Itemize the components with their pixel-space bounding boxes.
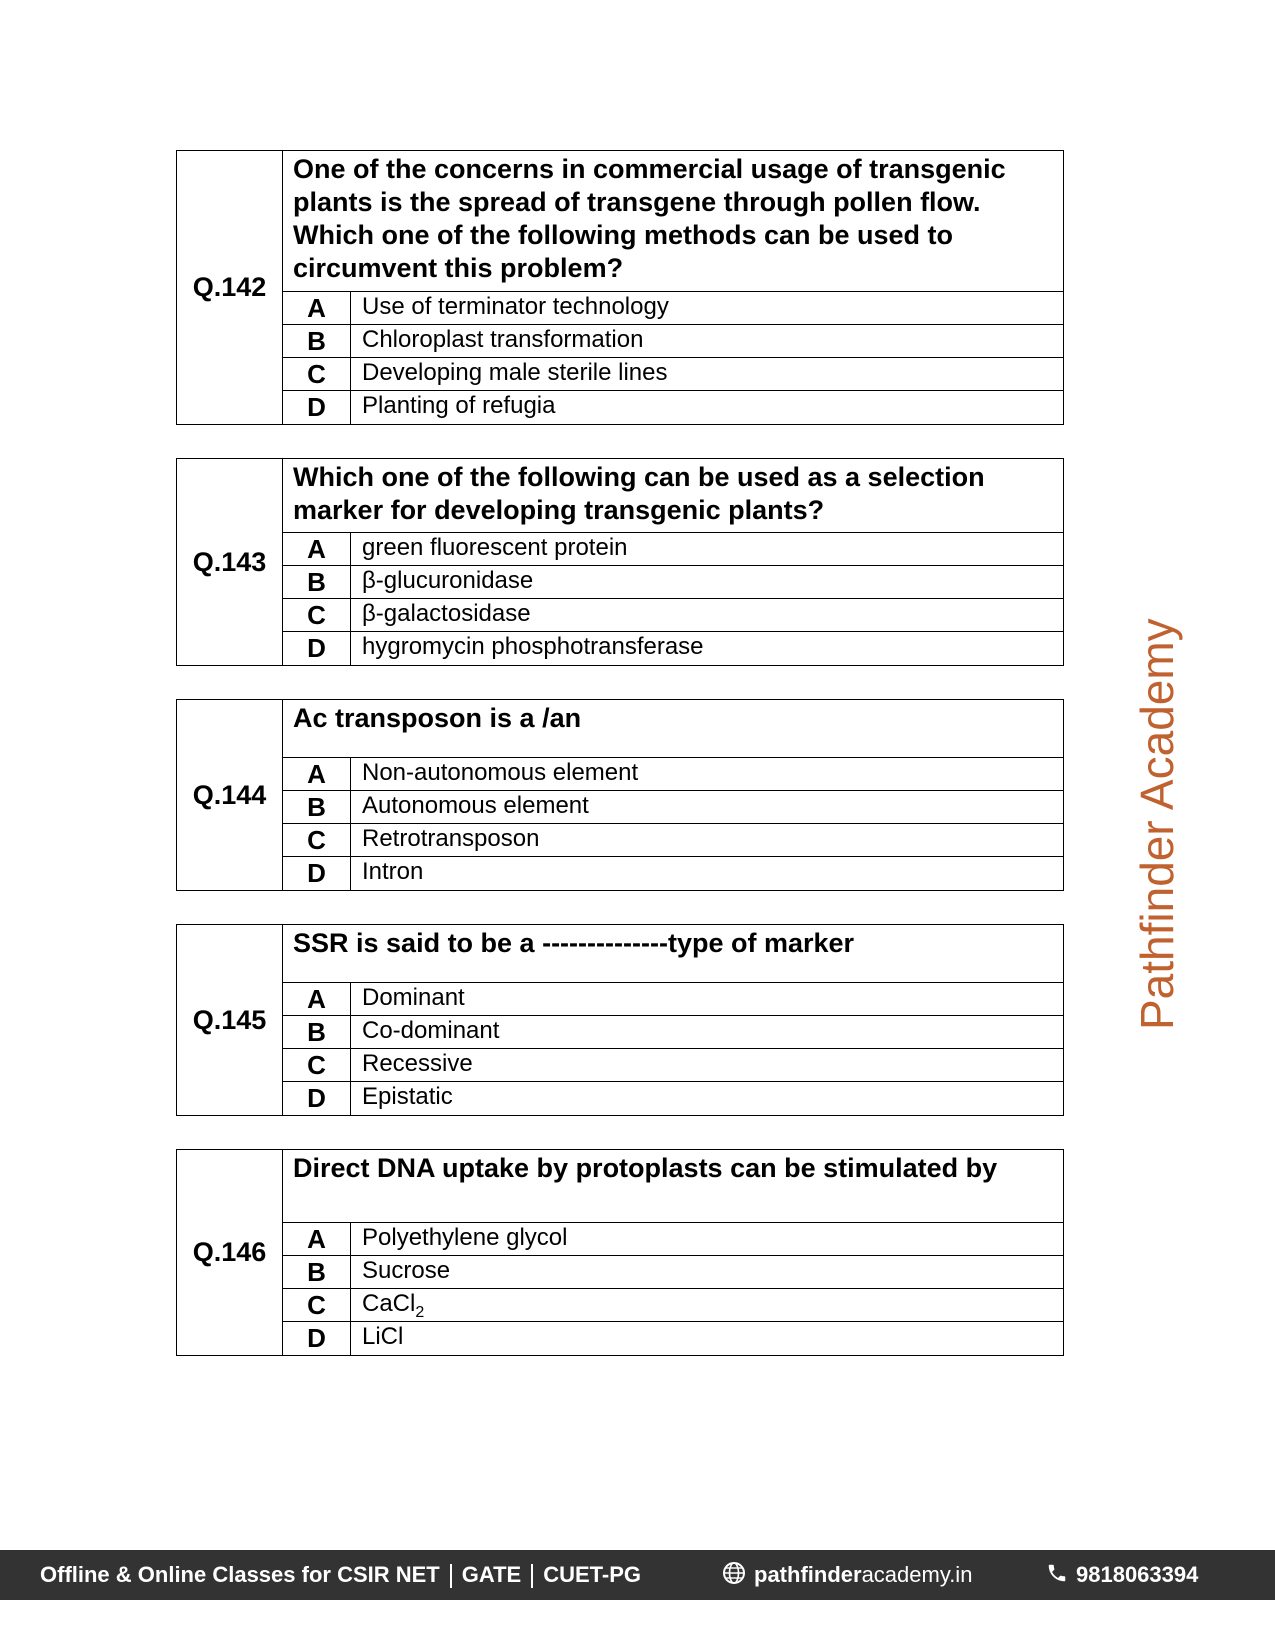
- option-letter: D: [283, 632, 351, 665]
- phone-icon: [1046, 1562, 1068, 1590]
- option-text: Co-dominant: [362, 1017, 500, 1044]
- option-text: Recessive: [362, 1050, 473, 1077]
- option-letter: D: [283, 857, 351, 890]
- footer-tagline: [40, 1562, 641, 1588]
- option-row: [283, 1256, 1063, 1289]
- phone-number: 9818063394: [1076, 1562, 1199, 1587]
- option-row: [283, 1289, 1063, 1322]
- option-row: [283, 791, 1063, 824]
- question-block: [176, 1149, 1064, 1356]
- option-text: hygromycin phosphotransferase: [362, 633, 704, 660]
- option-letter: A: [283, 292, 351, 324]
- question-number: Q.143: [177, 459, 283, 665]
- option-letter: D: [283, 391, 351, 424]
- footer-tagline-csir: Offline & Online Classes for CSIR NET: [40, 1562, 440, 1587]
- option-row: [283, 1322, 1063, 1355]
- divider: [531, 1564, 533, 1588]
- option-text: β-glucuronidase: [362, 567, 534, 594]
- website-bold: pathfinder: [754, 1561, 862, 1587]
- option-text: [351, 1289, 424, 1321]
- option-letter: B: [283, 1016, 351, 1048]
- option-letter: C: [283, 599, 351, 631]
- divider: [450, 1564, 452, 1588]
- question-stem: SSR is said to be a --------------type of marker: [283, 925, 1063, 983]
- option-letter: B: [283, 791, 351, 823]
- option-text: Autonomous element: [362, 792, 589, 819]
- option-row: [283, 566, 1063, 599]
- option-row: [283, 632, 1063, 665]
- option-text: Epistatic: [362, 1083, 453, 1110]
- option-text: Sucrose: [362, 1257, 451, 1284]
- option-letter: D: [283, 1322, 351, 1355]
- footer-website[interactable]: [722, 1561, 972, 1591]
- option-letter: C: [283, 1289, 351, 1321]
- option-letter: A: [283, 1223, 351, 1255]
- question-block: [176, 924, 1064, 1116]
- option-text: Retrotransposon: [362, 825, 540, 852]
- watermark-text: Pathfinder Academy: [1131, 618, 1183, 1030]
- option-row: [283, 358, 1063, 391]
- option-text: Use of terminator technology: [362, 293, 669, 320]
- option-text: Dominant: [362, 984, 465, 1011]
- option-row: [283, 983, 1063, 1016]
- formula-text: CaCl: [362, 1290, 416, 1317]
- footer-tagline-cuet: CUET-PG: [543, 1562, 642, 1587]
- website-rest: academy.in: [861, 1561, 973, 1587]
- globe-icon: [722, 1561, 746, 1591]
- option-letter: B: [283, 325, 351, 357]
- question-stem: Direct DNA uptake by protoplasts can be stimulated by: [283, 1150, 1063, 1223]
- option-row: [283, 292, 1063, 325]
- option-letter: A: [283, 983, 351, 1015]
- question-number: Q.142: [177, 151, 283, 424]
- option-letter: C: [283, 824, 351, 856]
- option-row: [283, 599, 1063, 632]
- option-letter: D: [283, 1082, 351, 1115]
- question-block: [176, 458, 1064, 666]
- option-text: Polyethylene glycol: [362, 1224, 568, 1251]
- question-stem: Which one of the following can be used as a selection marker for developing transgenic plants?: [283, 459, 1063, 533]
- option-text: Non-autonomous element: [362, 759, 639, 786]
- option-text: Intron: [362, 858, 424, 885]
- option-row: [283, 1082, 1063, 1115]
- option-text: Developing male sterile lines: [362, 359, 668, 386]
- footer-tagline-gate: GATE: [461, 1562, 522, 1587]
- option-row: [283, 857, 1063, 890]
- question-block: [176, 699, 1064, 891]
- option-letter: C: [283, 358, 351, 390]
- option-text: LiCl: [362, 1323, 404, 1350]
- option-row: [283, 1049, 1063, 1082]
- option-text: Chloroplast transformation: [362, 326, 644, 353]
- option-letter: B: [283, 566, 351, 598]
- option-letter: C: [283, 1049, 351, 1081]
- formula-subscript: 2: [415, 1303, 425, 1321]
- option-row: [283, 1016, 1063, 1049]
- option-letter: B: [283, 1256, 351, 1288]
- option-row: [283, 391, 1063, 424]
- option-row: [283, 824, 1063, 857]
- footer-phone[interactable]: [1046, 1562, 1198, 1590]
- option-letter: A: [283, 758, 351, 790]
- question-number: Q.145: [177, 925, 283, 1115]
- option-text: β-galactosidase: [362, 600, 531, 627]
- option-letter: A: [283, 533, 351, 565]
- option-row: [283, 1223, 1063, 1256]
- footer-bar: [0, 1550, 1275, 1600]
- question-stem: One of the concerns in commercial usage of transgenic plants is the spread of transgene through pollen flow. Which one of the following methods can be used to circumvent this problem?: [283, 151, 1063, 292]
- question-block: [176, 150, 1064, 425]
- option-row: [283, 533, 1063, 566]
- question-number: Q.144: [177, 700, 283, 890]
- option-row: [283, 758, 1063, 791]
- option-row: [283, 325, 1063, 358]
- question-number: Q.146: [177, 1150, 283, 1355]
- question-stem: Ac transposon is a /an: [283, 700, 1063, 758]
- option-text: Planting of refugia: [362, 392, 556, 419]
- option-text: green fluorescent protein: [362, 534, 628, 561]
